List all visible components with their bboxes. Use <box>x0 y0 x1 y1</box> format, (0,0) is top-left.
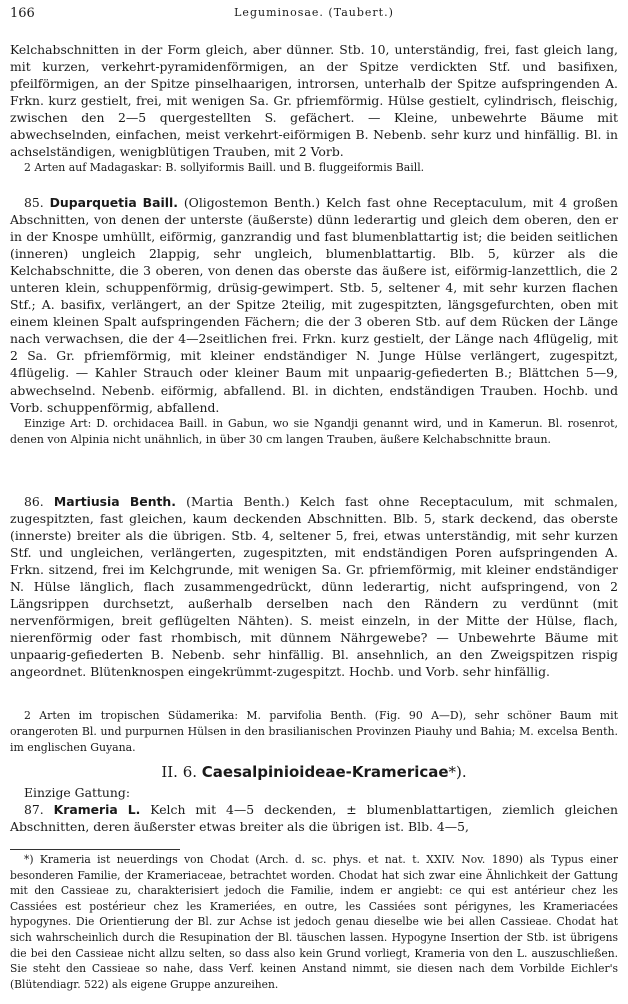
genus-87-krameria <box>10 784 618 835</box>
footnote <box>10 852 618 992</box>
section-label: II. 6. <box>161 763 198 781</box>
page-header <box>10 6 618 24</box>
genus-84-continuation <box>10 41 618 177</box>
footnote-mark: *). <box>448 763 467 781</box>
genus-author: Baill. <box>142 195 178 210</box>
genus-number: 87. <box>24 802 44 818</box>
paragraph-text: Kelchabschnitten in der Form gleich, aber dünner. Stb. 10, unterständig, frei, fast gleich lang, mit kurzen, verkehrt-pyramidenförmigen, an der Spitze verdickten Stf. und basifixen, pfeilförmigen, an der Spitze pinselhaarigen, introrsen, unterhalb der Spitze aufspringenden A. Frkn. kurz gestielt, frei, mit wenigen Sa. Gr. pfriemförmig. Hülse gestielt, cylindrisch, fleischig, zwischen den 2—5 quergestellten S. gefächert. — Kleine, unbewehrte Bäume mit abwechselnden, einfachen, meist verkehrt-eiförmigen B. Nebenb. sehr kurz und hinfällig. Bl. in achselständigen, wenigblütigen Trauben, mit 2 Vorb. <box>10 42 618 160</box>
species-note: Einzige Art: D. orchidacea Baill. in Gabun, wo sie Ngandji genannt wird, und in Kamerun. Bl. rosenrot, denen von Alpinia nicht unähnlich, in über 30 cm langen Trauben, äußere Kelchabschnitte braun. <box>10 416 618 446</box>
genus-author: L. <box>127 802 141 818</box>
footnote-divider <box>10 849 180 850</box>
species-note: 2 Arten auf Madagaskar: B. sollyiformis Baill. und B. fluggeiformis Baill. <box>24 161 425 175</box>
genus-number: 85. <box>24 195 44 210</box>
genus-description: (Martia Benth.) Kelch fast ohne Receptaculum, mit schmalen, zugespitzten, fast gleichen, kaum deckenden Abschnitten. Blb. 5, stark deckend, das oberste (innerste) breiter als die übrigen. Stb. 4, seltener 5, frei, etwas unterständig, mit sehr kurzen Stf. und ungleichen, verlängerten, zugespitzten, mit endständigen Poren aufspringenden A. Frkn. sitzend, frei im Kelchgrunde, mit wenigen Sa. Gr. pfriemförmig, mit kleiner endständiger N. Hülse länglich, flach zusammengedrückt, dünn lederartig, nicht aufspringend, von 2 Längsrippen durchsetzt, außerhalb derselben nach den Rändern zu verdünnt (mit nervenförmigen, breit geflügelten Nähten). S. meist einzeln, in der Mitte der Hülse, flach, nierenförmig oder fast rhombisch, mit dünnem Nährgewebe? — Unbewehrte Bäume mit unpaarig-gefiederten B. Nebenb. sehr hinfällig. Bl. ansehnlich, an den Zweigspitzen rispig angeordnet. Blütenknospen eingekrümmt-zugespitzt. Hochb. und Vorb. sehr hinfällig. <box>10 494 618 680</box>
genus-name: Krameria <box>53 802 118 818</box>
intro-line: Einzige Gattung: <box>24 785 130 800</box>
running-title: Leguminosae. (Taubert.) <box>234 6 394 19</box>
section-heading <box>10 763 618 781</box>
genus-description: Kelch mit 4—5 deckenden, ± blumenblattartigen, ziemlich gleichen Abschnitten, deren äußerster etwas breiter als die übrigen ist. Blb. 4—5, <box>10 802 618 835</box>
genus-author: Benth. <box>129 494 176 509</box>
genus-86-martiusia <box>10 493 618 681</box>
genus-name: Martiusia <box>53 494 120 509</box>
martiusia-species-note <box>10 708 618 757</box>
genus-number: 86. <box>24 494 44 509</box>
genus-description: (Oligostemon Benth.) Kelch fast ohne Receptaculum, mit 4 großen Abschnitten, von denen der unterste (äußerste) dünn lederartig und gleich dem oberen, den er in der Knospe umhüllt, eiförmig, ganzrandig und fast blumenblattartig ist; die beiden seitlichen (inneren) ungleich 2lappig, sehr ungleich, blumenblattartig. Blb. 5, kürzer als die Kelchabschnitte, die 3 oberen, von denen das oberste das äußere ist, eiförmig-lanzettlich, die 2 unteren klein, schuppenförmig, drüsig-gewimpert. Stb. 5, seltener 4, mit sehr kurzen flachen Stf.; A. basifix, verlängert, an der Spitze 2teilig, mit zugespitzten, längsgefurchten, oben mit einem kleinen Spalt aufspringenden Fächern; die der 3 oberen Stb. auf dem Rücken der Länge nach verwachsen, die der 4—2seitlichen frei. Frkn. kurz gestielt, der Länge nach 4flügelig, mit 2 Sa. Gr. pfriemförmig, mit kleiner endständiger N. Junge Hülse verlängert, zugespitzt, 4flügelig. — Kahler Strauch oder kleiner Baum mit unpaarig-gefiederten B.; Blättchen 5—9, abwechselnd. Nebenb. eiförmig, abfallend. Bl. in dichten, endständigen Trauben. Hochb. und Vorb. schuppenförmig, abfallend. <box>10 195 618 415</box>
species-note: 2 Arten im tropischen Südamerika: M. parvifolia Benth. (Fig. 90 A—D), sehr schöner Baum mit orangeroten Bl. und purpurnen Hülsen in den brasilianischen Provinzen Piauhy und Bahia; M. excelsa Benth. im englischen Guyana. <box>10 709 618 755</box>
page-number: 166 <box>10 6 35 21</box>
book-page <box>10 6 618 991</box>
genus-name: Duparquetia <box>49 195 137 210</box>
section-title: Caesalpinioideae-Kramericae <box>201 763 449 781</box>
footnote-text: *) Krameria ist neuerdings von Chodat (Arch. d. sc. phys. et nat. t. XXIV. Nov. 1890) als Typus einer besonderen Familie, der Krameriaceae, betrachtet worden. Chodat hat sich zwar eine Ähnlichkeit der Gattung mit den Cassieae zu, charakterisiert jedoch die Familie, indem er angiebt: ce qui est antérieur chez les Cassiées est postérieur chez les Krameriées, en outre, les Cassiées sont périgynes, les Krameriacées hypogynes. Die Orientierung der Bl. zur Achse ist jedoch genau dieselbe wie bei allen Cassieae. Chodat hat sich wahrscheinlich durch die Resupination der Bl. täuschen lassen. Hypogyne Insertion der Stb. ist übrigens die bei den Cassieae nicht allzu selten, so dass also kein Grund vorliegt, Krameria von den L. auszuschließen. Sie steht den Cassieae so nahe, dass Verf. keinen Anstand nimmt, sie diesen nach dem Vorbilde Eichler's (Blütendiagr. 522) als eigene Gruppe anzureihen. <box>10 853 618 991</box>
genus-85-duparquetia <box>10 194 618 448</box>
